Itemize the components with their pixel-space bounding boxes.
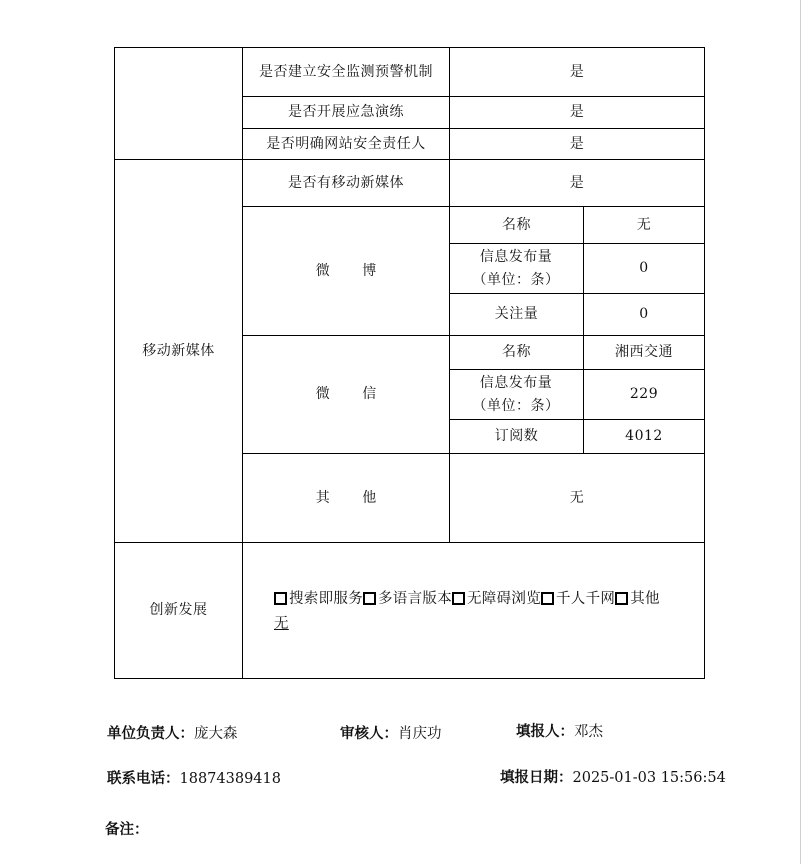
filler-value: 邓杰 [574, 724, 603, 740]
option-other[interactable]: 其他 [615, 591, 660, 607]
warning-label: 是否建立安全监测预警机制 [259, 63, 433, 80]
reviewer-value: 肖庆功 [398, 726, 442, 742]
wechat-subs-label: 订阅数 [494, 428, 539, 444]
wechat-name-label: 名称 [502, 344, 531, 360]
option-search-service[interactable]: 搜索即服务 [274, 591, 363, 607]
checkbox-icon [452, 592, 465, 605]
weibo-name-value: 无 [636, 216, 652, 233]
innovation-other-text: 无 [274, 616, 289, 632]
checkbox-icon [541, 592, 554, 605]
notes-label: 备注： [105, 821, 149, 838]
wechat-posts-value: 229 [629, 386, 659, 402]
filler: 填报人：邓杰 [516, 723, 603, 740]
warning-value: 是 [569, 63, 585, 80]
officer-value: 是 [569, 135, 585, 152]
has-mobile-media-value: 是 [569, 174, 585, 191]
reviewer: 审核人：肖庆功 [340, 725, 442, 742]
innovation-options [274, 587, 704, 637]
weibo-label: 微 博 [315, 262, 391, 279]
has-mobile-media-label: 是否有移动新媒体 [288, 174, 404, 191]
option-multilingual[interactable]: 多语言版本 [363, 591, 452, 607]
checkbox-icon [615, 592, 628, 605]
option-personalized[interactable]: 千人千网 [541, 591, 615, 607]
wechat-posts-label: 信息发布量（单位：条） [472, 374, 560, 414]
checkbox-icon [363, 592, 376, 605]
other-media-value: 无 [569, 489, 585, 506]
fill-date-value: 2025-01-03 15:56:54 [572, 770, 726, 786]
fill-date: 填报日期：2025-01-03 15:56:54 [500, 769, 726, 786]
option-accessibility[interactable]: 无障碍浏览 [452, 591, 541, 607]
page-edge [800, 0, 801, 864]
phone-value: 18874389418 [179, 771, 281, 787]
drill-value: 是 [569, 104, 585, 120]
wechat-name-value: 湘西交通 [615, 344, 673, 360]
mobile-media-section-label: 移动新媒体 [142, 342, 215, 359]
wechat-label: 微 信 [315, 386, 391, 402]
innovation-section-label: 创新发展 [149, 602, 208, 618]
weibo-name-label: 名称 [502, 216, 531, 233]
other-media-label: 其 他 [315, 489, 391, 506]
checkbox-icon [274, 592, 287, 605]
weibo-followers-value: 0 [639, 306, 649, 322]
unit-head-value: 庞大森 [194, 726, 238, 742]
weibo-posts-label: 信息发布量（单位：条） [472, 248, 560, 288]
unit-head: 单位负责人：庞大森 [107, 725, 238, 742]
weibo-posts-value: 0 [639, 260, 649, 276]
weibo-followers-label: 关注量 [494, 306, 539, 322]
drill-label: 是否开展应急演练 [288, 104, 404, 120]
phone: 联系电话：18874389418 [107, 770, 281, 787]
officer-label: 是否明确网站安全责任人 [266, 135, 426, 152]
wechat-subs-value: 4012 [625, 428, 663, 444]
